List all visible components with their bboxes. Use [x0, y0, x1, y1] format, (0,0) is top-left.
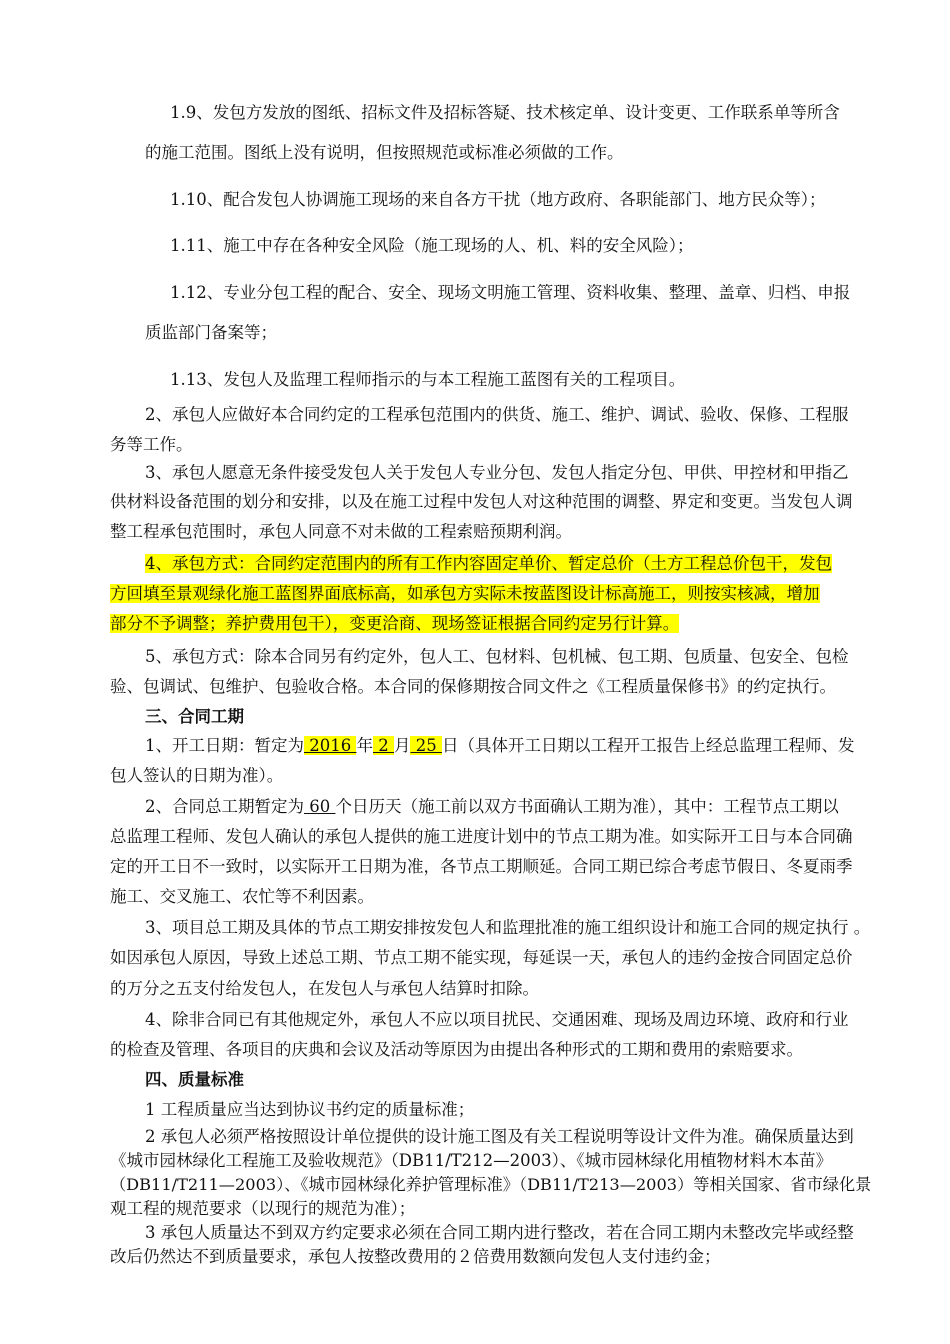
schedule-4-line-1: 4、除非合同已有其他规定外，承包人不应以项目扰民、交通困难、现场及周边环境、政府和行业 [145, 1010, 849, 1029]
section-3-heading: 三、合同工期 [145, 707, 244, 726]
schedule-2-line-1 [145, 796, 839, 818]
clause-5-line-2: 验、包调试、包维护、包验收合格。本合同的保修期按合同文件之《工程质量保修书》的约定执行。 [110, 677, 836, 696]
schedule-1-suffix: （具体开工日期以工程开工报告上经总监理工程师、发 [458, 736, 855, 755]
clause-5-line-1: 5、承包方式：除本合同另有约定外，包人工、包材料、包机械、包工期、包质量、包安全、包检 [145, 647, 849, 666]
clause-1-12-line-2: 质监部门备案等； [145, 323, 277, 342]
clause-1-12-line-1: 1.12、专业分包工程的配合、安全、现场文明施工管理、资料收集、整理、盖章、归档、申报 [170, 283, 851, 302]
clause-4-line-1 [145, 553, 832, 575]
schedule-2-suffix: 个日历天（施工前以双方书面确认工期为准），其中：工程节点工期以 [335, 797, 839, 816]
schedule-3-line-2: 如因承包人原因，导致上述总工期、节点工期不能实现，每延误一天，承包人的违约金按合同固定总价 [110, 948, 853, 967]
schedule-4-line-2: 的检查及管理、各项目的庆典和会议及活动等原因为由提出各种形式的工期和费用的索赔要求。 [110, 1040, 803, 1059]
clause-1-9-line-2: 的施工范围。图纸上没有说明，但按照规范或标准必须做的工作。 [145, 143, 624, 162]
clause-4-line-3 [110, 613, 679, 635]
start-year-field: 2016 [304, 736, 357, 755]
highlighted-text: 方回填至景观绿化施工蓝图界面底标高，如承包方实际未按蓝图设计标高施工，则按实核减，增加 [110, 584, 820, 603]
clause-3-line-3: 整工程承包范围时，承包人同意不对未做的工程索赔预期利润。 [110, 522, 572, 541]
start-day-field: 25 [410, 736, 442, 755]
start-month-field: 2 [372, 736, 394, 755]
clause-1-11: 1.11、施工中存在各种安全风险（施工现场的人、机、料的安全风险）； [170, 236, 694, 255]
highlighted-text: 部分不予调整；养护费用包干），变更洽商、现场签证根据合同约定另行计算。 [110, 614, 680, 633]
total-days-field: 60 [304, 797, 336, 816]
clause-2-line-2: 务等工作。 [110, 435, 193, 454]
highlighted-text: 4、承包方式：合同约定范围内的所有工作内容固定单价、暂定总价（土方工程总价包干，发包 [145, 554, 832, 573]
schedule-2-prefix: 2、合同总工期暂定为 [145, 797, 304, 816]
clause-1-13: 1.13、发包人及监理工程师指示的与本工程施工蓝图有关的工程项目。 [170, 370, 686, 389]
schedule-1-line-2: 包人签认的日期为准）。 [110, 766, 284, 785]
clause-2-line-1: 2、承包人应做好本合同约定的工程承包范围内的供货、施工、维护、调试、验收、保修、工程服 [145, 405, 849, 424]
quality-2-line-3: （DB11/T211—2003）、《城市园林绿化养护管理标准》（DB11/T213—2003）等相关国家、省市绿化景 [110, 1175, 872, 1194]
quality-3-line-1: 3 承包人质量达不到双方约定要求必须在合同工期内进行整改，若在合同工期内未整改完毕或经整 [145, 1223, 854, 1242]
quality-3-line-2: 改后仍然达不到质量要求，承包人按整改费用的２倍费用数额向发包人支付违约金； [110, 1247, 721, 1266]
quality-2-line-2: 《城市园林绿化工程施工及验收规范》（DB11/T212—2003）、《城市园林绿化用植物材料木本苗》 [110, 1151, 833, 1170]
day-unit: 日 [441, 736, 459, 755]
clause-1-9-line-1: 1.9、发包方发放的图纸、招标文件及招标答疑、技术核定单、设计变更、工作联系单等所含 [170, 103, 840, 122]
clause-3-line-1: 3、承包人愿意无条件接受发包人关于发包人专业分包、发包人指定分包、甲供、甲控材和甲指乙 [145, 463, 849, 482]
schedule-1-prefix: 1、开工日期：暂定为 [145, 736, 304, 755]
quality-2-line-4: 观工程的规范要求（以现行的规范为准）； [110, 1199, 416, 1218]
clause-3-line-2: 供材料设备范围的划分和安排，以及在施工过程中发包人对这种范围的调整、界定和变更。当发包人调 [110, 492, 853, 511]
section-4-heading: 四、质量标准 [145, 1070, 244, 1089]
schedule-3-line-3: 的万分之五支付给发包人，在发包人与承包人结算时扣除。 [110, 979, 539, 998]
schedule-3-line-1: 3、项目总工期及具体的节点工期安排按发包人和监理批准的施工组织设计和施工合同的规定执行 。 [145, 918, 871, 937]
schedule-2-line-3: 定的开工日不一致时，以实际开工日期为准，各节点工期顺延。合同工期已综合考虑节假日、冬夏雨季 [110, 857, 853, 876]
quality-2-line-1: 2 承包人必须严格按照设计单位提供的设计施工图及有关工程说明等设计文件为准。确保质量达到 [145, 1127, 854, 1146]
month-unit: 月 [393, 736, 411, 755]
schedule-1-line-1 [145, 735, 854, 757]
clause-1-10: 1.10、配合发包人协调施工现场的来自各方干扰（地方政府、各职能部门、地方民众等）； [170, 190, 826, 209]
schedule-2-line-4: 施工、交叉施工、农忙等不利因素。 [110, 887, 374, 906]
clause-4-line-2 [110, 583, 820, 605]
schedule-2-line-2: 总监理工程师、发包人确认的承包人提供的施工进度计划中的节点工期为准。如实际开工日与本合同确 [110, 827, 853, 846]
quality-1: 1 工程质量应当达到协议书约定的质量标准； [145, 1100, 475, 1119]
year-unit: 年 [356, 736, 373, 755]
